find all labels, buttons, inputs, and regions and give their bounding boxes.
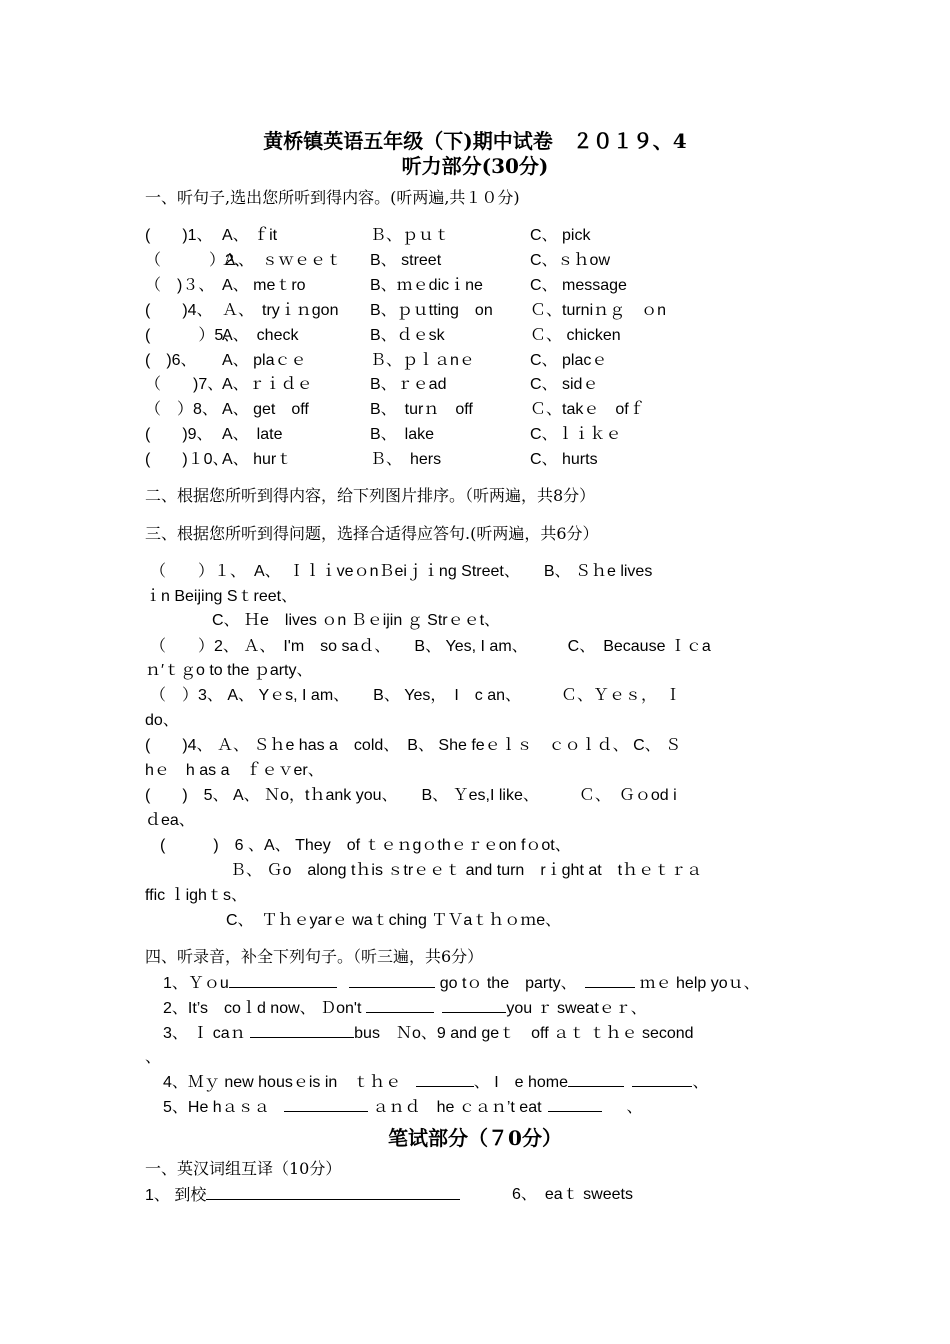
answer-option-a: A、ｒｉｄｅ bbox=[222, 376, 313, 394]
answer-option-c: Ｃ、takｅ ofｆ bbox=[530, 401, 645, 419]
question-number: ( )4、 bbox=[145, 301, 213, 319]
answer-blank[interactable] bbox=[250, 1023, 354, 1038]
part3-line: ( ) 5、 A、 Ｎo，tｈank you、 B、 Ｙes,I like、 Ｃ、 Ｇｏod i bbox=[145, 787, 677, 804]
written-question-1 bbox=[145, 1185, 460, 1206]
written-section-title: 笔试部分（７0分） bbox=[388, 1126, 562, 1150]
part4-heading: 四、听录音，补全下列句子。（听三遍，共6分） bbox=[145, 947, 484, 966]
answer-option-b: Ｂ、ｐｌａnｅ bbox=[370, 351, 475, 369]
answer-option-b: B、 street bbox=[370, 251, 442, 269]
answer-option-a: Ａ、 tryｉｎgon bbox=[222, 301, 339, 319]
part3-line: ( ) 6 、A、 They of ｔｅｎgｏthｅｒｅon fｏot、 bbox=[160, 837, 571, 854]
sentence-text: you ｒ sweatｅｒ、 bbox=[506, 1000, 647, 1017]
part3-line: ffic ｌighｔs、 bbox=[145, 887, 247, 904]
answer-blank[interactable] bbox=[548, 1097, 602, 1112]
sentence-text: 3、 Ｉ caｎ bbox=[163, 1025, 246, 1042]
answer-option-b: B、ｒｅad bbox=[370, 376, 447, 394]
exam-title: 黄桥镇英语五年级（下)期中试卷 ２０１９、4 bbox=[263, 129, 687, 153]
question-number: （ ）8、 bbox=[145, 401, 218, 419]
answer-option-b: B、ｍｅdicｉne bbox=[370, 276, 483, 294]
answer-option-b: B、 lake bbox=[370, 426, 435, 444]
answer-option-a: A、 get off bbox=[222, 401, 309, 419]
listening-section-title: 听力部分(30分) bbox=[401, 154, 549, 178]
question-number: （ ）2、 bbox=[145, 251, 250, 269]
answer-option-b: B、ｄｅsk bbox=[370, 326, 445, 344]
answer-blank[interactable] bbox=[416, 1072, 474, 1087]
question-number: ( )1、 bbox=[145, 227, 213, 244]
part3-line: C、 Ｈe lives ｏn Ｂｅijin ｇ Strｅｅt、 bbox=[212, 612, 501, 629]
answer-option-c: C、 pick bbox=[530, 227, 591, 244]
question-number: ( )6、 bbox=[145, 351, 197, 369]
answer-option-b: B、ｐｕtting on bbox=[370, 301, 493, 319]
part3-heading: 三、根据您所听到得问题，选择合适得应答句.(听两遍，共6分） bbox=[145, 524, 599, 543]
part1-heading: 一、听句子,选出您所听到得内容。(听两遍,共１０分) bbox=[145, 188, 520, 207]
answer-blank[interactable] bbox=[585, 973, 635, 988]
sentence-text: 、 bbox=[626, 1099, 643, 1116]
answer-blank[interactable] bbox=[442, 998, 506, 1013]
answer-blank[interactable] bbox=[366, 998, 434, 1013]
answer-option-a: Ａ、 ｓｗｅｅｔ bbox=[222, 251, 343, 269]
answer-blank[interactable] bbox=[229, 973, 337, 988]
answer-option-c: C、 placｅ bbox=[530, 351, 608, 369]
part4-sentence-3 bbox=[163, 1023, 694, 1044]
answer-blank[interactable] bbox=[568, 1072, 624, 1087]
part4-sentence-4 bbox=[163, 1072, 708, 1093]
part3-line: C、 Ｔｈｅyarｅ waｔching ＴＶaｔｈｏｍe、 bbox=[226, 912, 562, 929]
part4-sentence-2 bbox=[163, 998, 647, 1019]
question-number: （ )３、 bbox=[145, 276, 215, 294]
written-question-6: 6、 eaｔ sweets bbox=[512, 1186, 633, 1203]
part3-line: ( )4、 Ａ、 Ｓｈe has a cold、 B、 She feｅｌｓ ｃｏｌｄ、 C、 Ｓ bbox=[145, 737, 682, 754]
answer-option-a: A、 meｔro bbox=[222, 276, 306, 294]
answer-option-a: A、 plaｃｅ bbox=[222, 351, 307, 369]
part3-line: hｅ h as a ｆｅｖer、 bbox=[145, 762, 324, 779]
part3-line: ｉn Beijing Sｔreet、 bbox=[145, 588, 298, 605]
sentence-text: bus Ｎo、9 and geｔ off ａｔ ｔｈｅ second bbox=[354, 1025, 694, 1042]
written-part1-heading: 一、英汉词组互译（10分） bbox=[145, 1159, 342, 1178]
sentence-text: 4、Ｍｙ new housｅis in ｔｈｅ bbox=[163, 1074, 402, 1091]
part3-line: （ ）2、 Ａ、 I'm so saｄ、 B、 Yes, I am、 C、 Because Ｉｃa bbox=[150, 638, 711, 655]
part3-line: Ｂ、 Ｇo along tｈis ｓtrｅｅｔ and turn rｉght at tｈｅｔｒａ bbox=[230, 862, 703, 879]
part4-sentence-1 bbox=[163, 973, 760, 994]
answer-option-b: Ｂ、 hers bbox=[370, 451, 442, 469]
sentence-text: 2、It’s coｌd now、 Ｄon't bbox=[163, 1000, 362, 1017]
answer-option-c: Ｃ、 chicken bbox=[530, 326, 621, 344]
answer-option-a: A、 late bbox=[222, 426, 283, 444]
question-number: ( )9、 bbox=[145, 426, 213, 444]
answer-option-a: A、 hurｔ bbox=[222, 451, 293, 469]
answer-option-c: C、 message bbox=[530, 276, 627, 294]
sentence-text: 1、Ｙｏu bbox=[163, 975, 229, 992]
part3-line: ｄea、 bbox=[145, 812, 195, 829]
question-number: ( )１0、 bbox=[145, 451, 229, 469]
answer-blank[interactable] bbox=[349, 973, 435, 988]
sentence-text: ａｎｄ he ｃａｎ’t eat bbox=[372, 1099, 542, 1116]
answer-option-c: C、 sidｅ bbox=[530, 376, 599, 394]
part3-line: do、 bbox=[145, 712, 179, 729]
part4-sentence-5 bbox=[163, 1097, 642, 1118]
answer-option-a: A、 ｆit bbox=[222, 227, 278, 244]
sentence-text: 、 bbox=[692, 1074, 709, 1091]
answer-option-c: C、 hurts bbox=[530, 451, 598, 469]
question-text: 1、 到校 bbox=[145, 1187, 207, 1204]
part3-line: （ ）3、 A、 Yｅs, I am、 B、 Yes， I c an、 Ｃ、Ｙｅｓ， Ｉ bbox=[150, 687, 682, 704]
answer-option-b: Ｂ、ｐｕｔ bbox=[370, 227, 451, 244]
answer-option-c: Ｃ、turniｎｇ ｏn bbox=[530, 301, 667, 319]
answer-option-b: B、 turｎ off bbox=[370, 401, 473, 419]
answer-blank[interactable] bbox=[632, 1072, 692, 1087]
sentence-text: go tｏ the party、 bbox=[439, 975, 577, 992]
part3-line: ｎ′ｔｇo to the ｐarty、 bbox=[145, 662, 313, 679]
part3-line: （ ）１、 A、 ＩｌｉveｏnＢeiｊｉng Street、 B、 Ｓｈe lives bbox=[150, 563, 653, 580]
part4-sentence-3-cont: 、 bbox=[145, 1049, 162, 1066]
question-number: ( ）5、 bbox=[145, 326, 240, 344]
answer-option-c: C、ｓｈow bbox=[530, 251, 611, 269]
answer-option-a: A、 check bbox=[222, 326, 299, 344]
sentence-text: ｍｅ help yoｕ、 bbox=[639, 975, 760, 992]
question-number: （ )7、 bbox=[145, 376, 224, 394]
part2-heading: 二、根据您所听到得内容，给下列图片排序。（听两遍，共8分） bbox=[145, 486, 596, 505]
sentence-text: 、 I e home bbox=[473, 1074, 569, 1091]
answer-option-c: C、ｌｉｋｅ bbox=[530, 426, 622, 444]
answer-blank[interactable] bbox=[206, 1185, 460, 1200]
sentence-text: 5、He hａｓａ bbox=[163, 1099, 270, 1116]
answer-blank[interactable] bbox=[284, 1097, 368, 1112]
